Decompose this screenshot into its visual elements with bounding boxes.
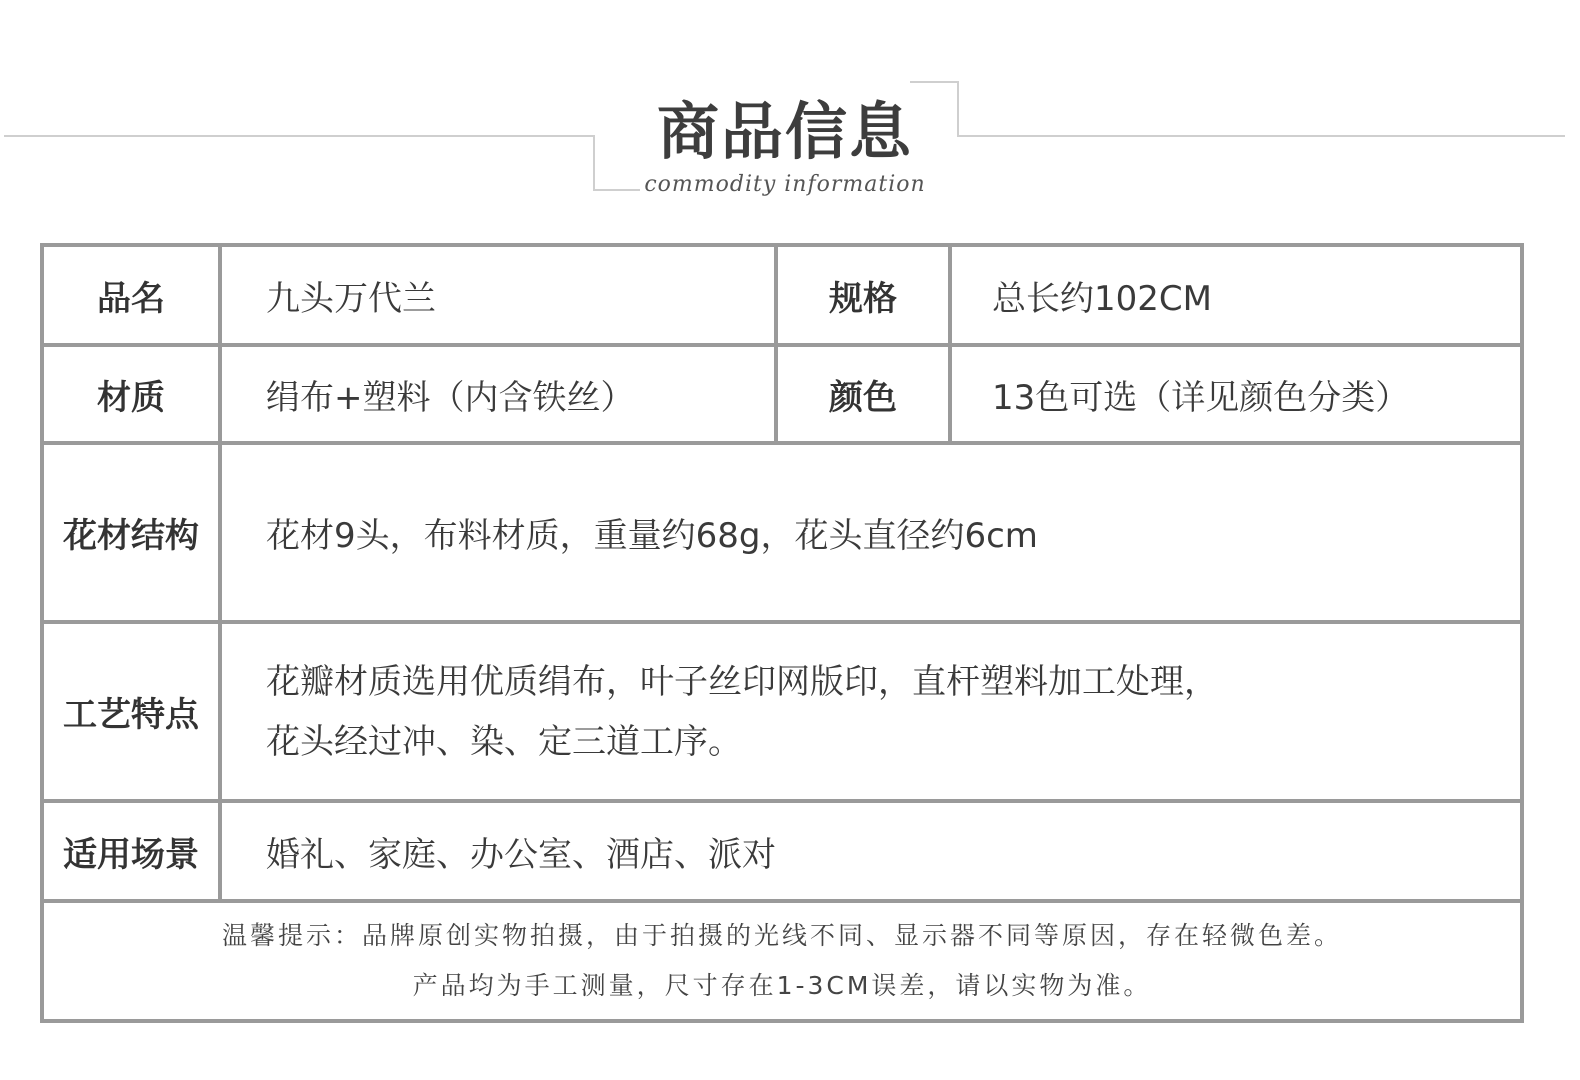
value-color: 13色可选（详见颜色分类） [992,377,1410,418]
value-flower-structure: 花材9头，布料材质，重量约68g，花头直径约6cm [266,516,1038,556]
left-deco-line [4,136,640,190]
page-subtitle: commodity information [644,172,926,197]
notice-line-1: 温馨提示：品牌原创实物拍摄，由于拍摄的光线不同、显示器不同等原因，存在轻微色差。 [221,920,1342,950]
value-material: 绢布+塑料（内含铁丝） [266,377,635,418]
craft-line-1: 花瓣材质选用优质绢布，叶子丝印网版印，直杆塑料加工处理， [266,661,1218,702]
notice-box [44,902,1520,1019]
craft-line-2: 花头经过冲、染、定三道工序。 [266,721,742,762]
notice-line-2: 产品均为手工测量，尺寸存在1-3CM误差，请以实物为准。 [412,970,1152,1000]
value-usage-scenes: 婚礼、家庭、办公室、酒店、派对 [266,834,776,875]
value-spec: 总长约102CM [992,278,1212,319]
label-flower-structure: 花材结构 [63,516,199,556]
product-info-table [40,243,1524,1023]
label-color: 颜色 [829,377,897,418]
value-craft-features [222,624,1520,799]
label-product-name: 品名 [97,278,165,319]
label-spec: 规格 [829,278,897,319]
value-product-name: 九头万代兰 [266,278,436,319]
label-material: 材质 [97,377,165,418]
label-usage-scenes: 适用场景 [63,834,199,875]
label-craft-features: 工艺特点 [63,695,199,735]
page-title: 商品信息 [656,95,913,168]
right-deco-line [910,82,1565,136]
